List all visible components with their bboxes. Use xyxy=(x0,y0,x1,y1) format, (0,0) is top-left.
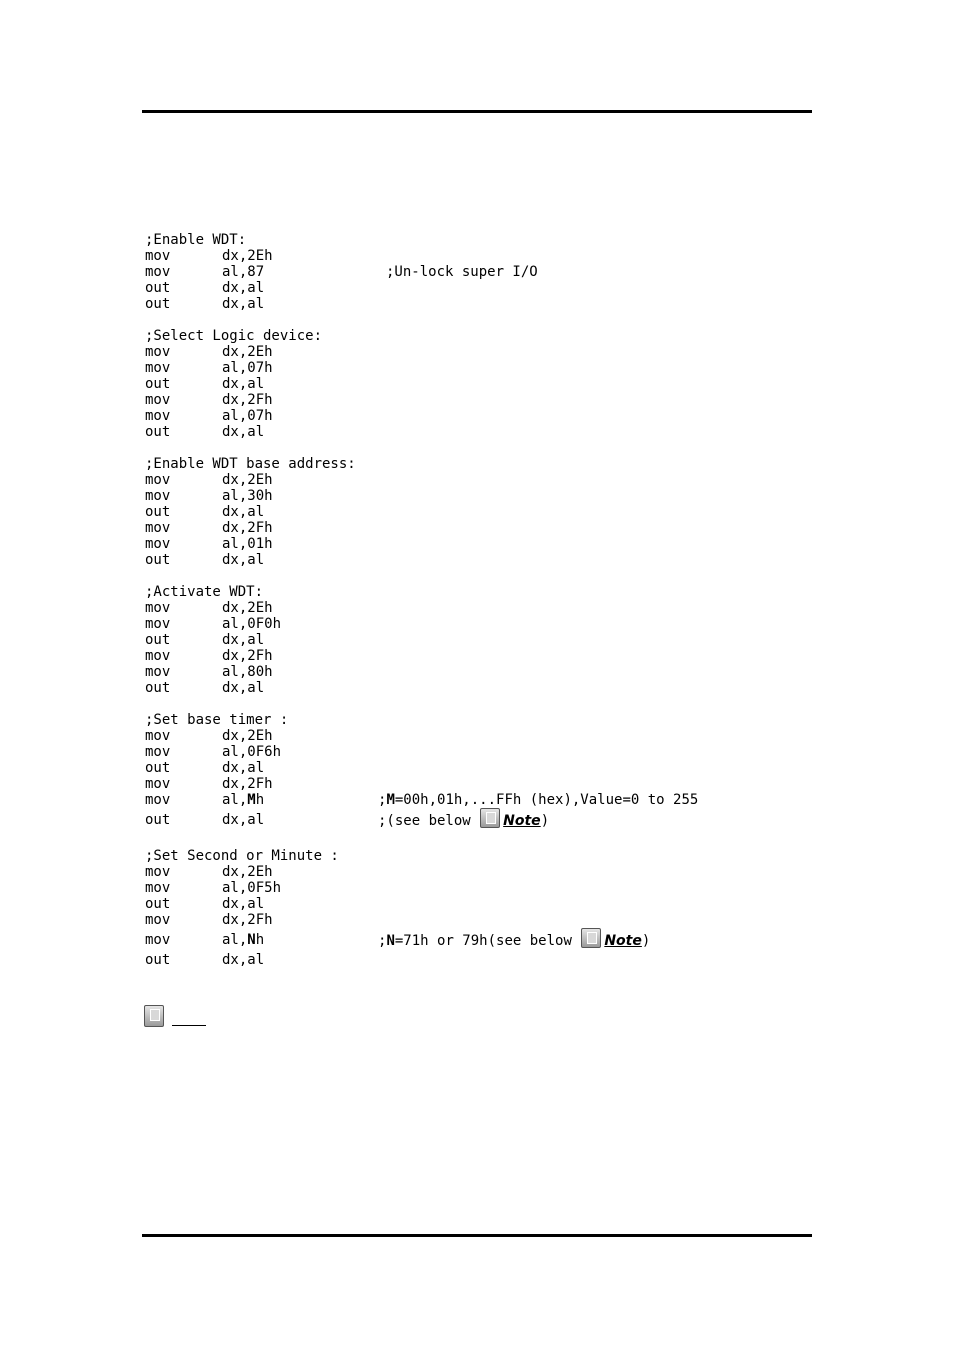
code-line: out dx,al xyxy=(145,280,265,296)
code-line: out dx,al xyxy=(145,504,265,520)
code-line: mov al,07h xyxy=(145,360,273,376)
assembly-code-listing xyxy=(145,232,805,968)
code-line: mov dx,2Fh xyxy=(145,392,273,408)
code-line: out dx,al xyxy=(145,296,265,312)
code-comment: ;(see below Note) xyxy=(378,808,549,833)
header-rule xyxy=(142,110,812,113)
code-line: mov dx,2Eh xyxy=(145,472,273,488)
code-line: out dx,al xyxy=(145,632,265,648)
section-header: ;Enable WDT: xyxy=(145,232,247,248)
section-header: ;Select Logic device: xyxy=(145,328,323,344)
code-line: mov al,01h xyxy=(145,536,273,552)
code-line: out dx,al xyxy=(145,424,265,440)
code-line: mov dx,2Fh xyxy=(145,776,273,792)
code-line: mov al,87 ;Un-lock super I/O xyxy=(145,264,538,280)
note-link[interactable]: Note xyxy=(604,933,642,949)
code-line: mov al,Nh ;N=71h or 79h(see below Note) xyxy=(145,928,805,952)
code-line: mov al,0F6h xyxy=(145,744,282,760)
code-line: mov dx,2Eh xyxy=(145,728,273,744)
footer-rule xyxy=(142,1234,812,1237)
code-line: out dx,al xyxy=(145,952,265,968)
code-line: mov al,0F5h xyxy=(145,880,282,896)
code-comment: ;Un-lock super I/O xyxy=(386,264,538,280)
code-line: mov dx,2Eh xyxy=(145,864,273,880)
code-line: mov dx,2Eh xyxy=(145,248,273,264)
section-header: ;Set base timer : xyxy=(145,712,289,728)
code-line: out dx,al xyxy=(145,552,265,568)
note-pencil-icon xyxy=(480,808,500,828)
note-marker xyxy=(144,1005,206,1029)
code-line: mov al,Mh ;M=00h,01h,...FFh (hex),Value=0 to 255 xyxy=(145,792,699,808)
note-pencil-icon xyxy=(144,1005,164,1027)
code-comment: ;M=00h,01h,...FFh (hex),Value=0 to 255 xyxy=(378,792,699,808)
code-line: mov dx,2Eh xyxy=(145,600,273,616)
section-header: ;Enable WDT base address: xyxy=(145,456,356,472)
code-line: mov dx,2Fh xyxy=(145,912,273,928)
note-underline xyxy=(172,1025,206,1026)
code-line: mov dx,2Fh xyxy=(145,520,273,536)
code-line: out dx,al xyxy=(145,760,265,776)
code-line: mov al,0F0h xyxy=(145,616,282,632)
code-line: out dx,al ;(see below Note) xyxy=(145,808,805,832)
code-line: mov al,30h xyxy=(145,488,273,504)
note-link[interactable]: Note xyxy=(503,813,541,829)
code-line: mov dx,2Fh xyxy=(145,648,273,664)
code-line: out dx,al xyxy=(145,896,265,912)
code-line: out dx,al xyxy=(145,376,265,392)
code-comment: ;N=71h or 79h(see below Note) xyxy=(378,928,650,953)
code-line: mov dx,2Eh xyxy=(145,344,273,360)
code-line: out dx,al xyxy=(145,680,265,696)
section-header: ;Set Second or Minute : xyxy=(145,848,339,864)
code-line: mov al,80h xyxy=(145,664,273,680)
note-pencil-icon xyxy=(581,928,601,948)
section-header: ;Activate WDT: xyxy=(145,584,264,600)
code-line: mov al,07h xyxy=(145,408,273,424)
